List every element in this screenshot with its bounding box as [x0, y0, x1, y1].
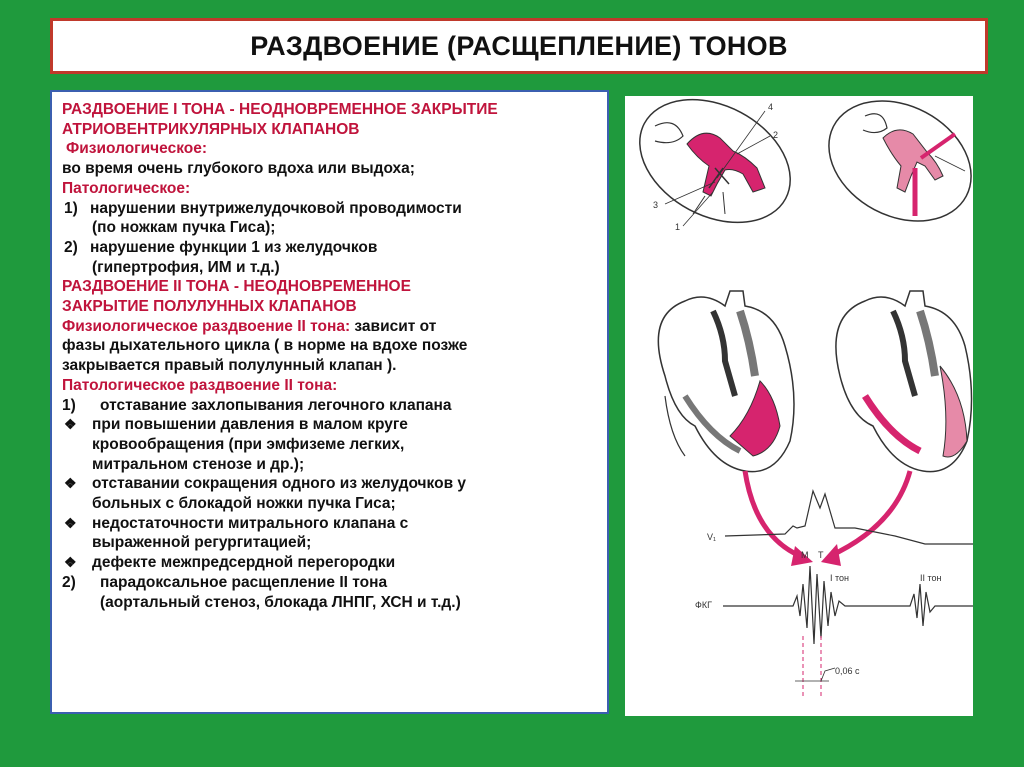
text-panel: [50, 90, 609, 714]
b2-line2: больных с блокадой ножки пучка Гиса;: [92, 495, 396, 513]
b1-line3: митральном стенозе и др.);: [92, 455, 305, 473]
b1-line2: кровообращения (при эмфиземе легких,: [92, 435, 405, 453]
s2-item2-num: 2): [62, 573, 76, 591]
heart-diagram-right: [836, 291, 972, 472]
s2-heading-line2: ЗАКРЫТИЕ ПОЛУЛУННЫХ КЛАПАНОВ: [62, 298, 357, 316]
b1-line1: при повышении давления в малом круге: [92, 416, 408, 434]
bullet-item-2: [62, 474, 597, 513]
title-box: [50, 18, 988, 74]
diamond-bullet-icon: ❖: [64, 475, 77, 492]
b4-line1: дефекте межпредсердной перегородки: [92, 554, 396, 572]
s2-item1: [62, 396, 597, 416]
label-tone1: I тон: [830, 573, 849, 583]
label-m: М: [801, 550, 809, 560]
s1-item2: [62, 238, 597, 258]
s2-phys-label: Физиологическое раздвоение II тона:: [62, 317, 351, 335]
s2-phys-text1: зависит от: [350, 317, 437, 335]
s1-phys-label: Физиологическое:: [66, 140, 208, 158]
av-valve-diagram-left: [625, 96, 811, 247]
s2-path-label: Патологическое раздвоение II тона:: [62, 376, 338, 394]
s2-heading-line1: РАЗДВОЕНИЕ II ТОНА - НЕОДНОВРЕМЕННОЕ: [62, 278, 411, 296]
s1-phys-text: во время очень глубокого вдоха или выдоха;: [62, 160, 415, 178]
s1-item2-line2: (гипертрофия, ИМ и т.д.): [92, 258, 280, 276]
bullet-item-4: [62, 553, 597, 573]
pcg-trace: [695, 566, 973, 696]
s1-item1: [62, 199, 597, 219]
bullet-item-3: [62, 514, 597, 553]
diamond-bullet-icon: ❖: [64, 554, 77, 571]
s2-item2-line1: парадоксальное расщепление II тона: [100, 573, 388, 591]
label-2: 2: [773, 130, 779, 140]
b3-line2: выраженной регургитацией;: [92, 534, 312, 552]
label-tone2: II тон: [920, 573, 942, 583]
s2-item1-text: отставание захлопывания легочного клапана: [100, 396, 452, 414]
label-time: 0,06 с: [835, 666, 860, 676]
s2-phys-text3: закрывается правый полулунный клапан ).: [62, 357, 397, 375]
label-4: 4: [768, 102, 774, 112]
label-fkg: ФКГ: [695, 600, 712, 610]
s1-heading-line1: РАЗДВОЕНИЕ I ТОНА - НЕОДНОВРЕМЕННОЕ ЗАКРЫТИЕ: [62, 101, 498, 118]
s1-path-label: Патологическое:: [62, 179, 191, 197]
s1-item2-line1: нарушение функции 1 из желудочков: [90, 238, 378, 256]
s1-heading-line2: АТРИОВЕНТРИКУЛЯРНЫХ КЛАПАНОВ: [62, 120, 360, 138]
label-v1: V₁: [707, 532, 717, 542]
s1-item1-line1: нарушении внутрижелудочковой проводимости: [90, 199, 462, 217]
s1-item1-line2: (по ножкам пучка Гиса);: [92, 219, 276, 237]
arrows: [745, 471, 910, 566]
ecg-trace: [707, 491, 973, 583]
diamond-bullet-icon: ❖: [64, 514, 77, 531]
b2-line1: отставании сокращения одного из желудочков у: [92, 475, 467, 493]
label-t: Т: [818, 550, 824, 560]
b3-line1: недостаточности митрального клапана с: [92, 514, 409, 532]
s1-item2-num: 2): [64, 238, 78, 256]
page-title: РАЗДВОЕНИЕ (РАСЩЕПЛЕНИЕ) ТОНОВ: [250, 30, 788, 61]
s2-phys-text2: фазы дыхательного цикла ( в норме на вдохе позже: [62, 337, 468, 355]
s2-item2: [62, 573, 597, 593]
s2-item2-line2: (аортальный стеноз, блокада ЛНПГ, ХСН и т.д.): [100, 593, 461, 611]
heart-diagram-left: [658, 291, 794, 472]
s1-item1-num: 1): [64, 199, 78, 217]
label-1: 1: [675, 222, 681, 232]
s2-phys-line1: [62, 317, 597, 337]
figure-panel: [625, 96, 973, 716]
s2-item1-num: 1): [62, 396, 76, 414]
bullet-item-1: [62, 415, 597, 474]
av-valve-diagram-right: [808, 96, 973, 245]
label-3: 3: [653, 200, 659, 210]
heart-sounds-figure: [625, 96, 973, 716]
diamond-bullet-icon: ❖: [64, 416, 77, 433]
